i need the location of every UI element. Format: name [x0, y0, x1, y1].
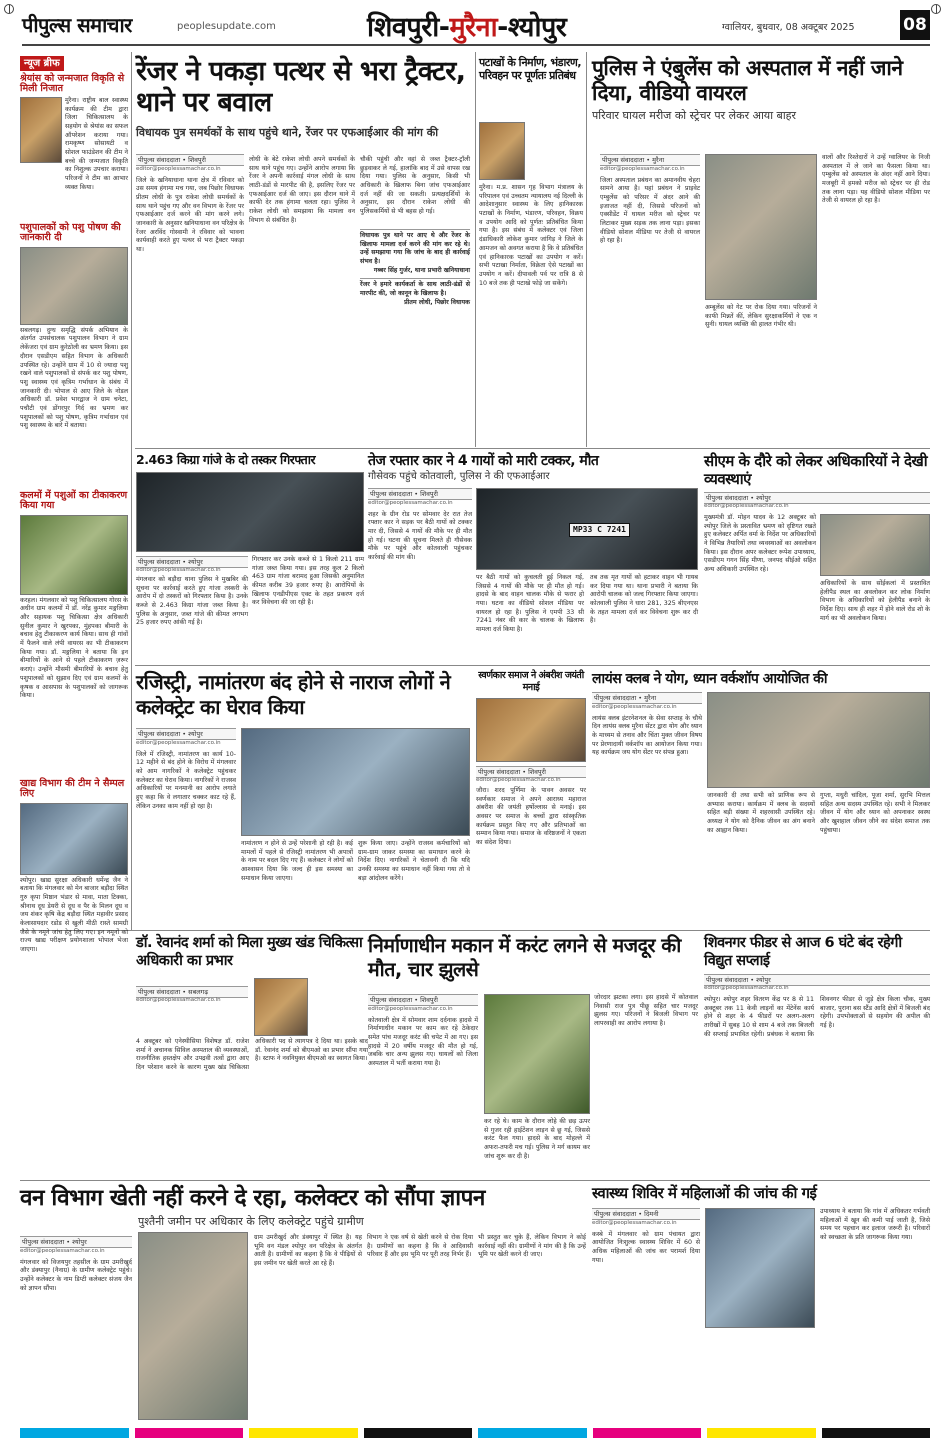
police-arrest-photo — [136, 472, 364, 552]
registration-mark-top-left — [4, 4, 14, 14]
reporter-email[interactable]: editor@peoplessamachar.co.in — [20, 1248, 105, 1255]
section-rule — [135, 665, 930, 666]
story-headline[interactable]: वन विभाग खेती नहीं करने दे रहा, कलेक्टर को सौंपा ज्ञापन — [20, 1185, 485, 1211]
story-body: तब तक मृत गायों को हटाकर वाहन भी गायब कर दिया गया था। थाना प्रभारी ने बताया कि आरोपी चालक को जल्द गिरफ्तार किया जाएगा। कोतवाली पुलिस ने धारा 281, 325 बीएनएस के तहत मामला दर्ज कर विवेचना शुरू कर दी है। — [590, 574, 698, 625]
color-swatch — [20, 1428, 129, 1438]
reporter-email[interactable]: editor@peoplessamachar.co.in — [136, 997, 221, 1003]
accident-site-photo — [484, 994, 590, 1114]
story-headline[interactable]: रेंजर ने पकड़ा पत्थर से भरा ट्रैक्टर, थाने पर बवाल — [136, 56, 466, 119]
brief-body: सबलगढ़। दुग्ध समृद्धि संपर्क अभियान के अंतर्गत उपसंचालक पशुपालन विभाग ने ग्राम लेकेंजरा एवं ग्राम कुरेठोली का भ्रमण किया। इस दौरान एसडीएम सहित विभाग के अधिकारी उपस्थित रहे। उन्होंने ग्राम में 10 से ज्यादा पशु रखने वाले पशुपालकों से संपर्क कर पशु पोषण, पशु स्वास्थ्य एवं कृत्रिम गर्भाधान के संबंध में जानकारी दी। भोपाल से आए जिले के नोडल अधिकारी डॉ. प्रवेश भारद्वाज ने ग्राम चनेटा, पचौटी एवं डोंगरपुर गिर्द का भ्रमण कर पशुपालकों को पशु पोषण, कृत्रिम गर्भाधान एवं पशु स्वास्थ्य के बारे में बताया। — [20, 326, 128, 430]
story-body: भी प्रस्तुत कर चुके हैं, लेकिन विभाग ने कोई कार्रवाई नहीं की। ग्रामीणों ने मांग की है कि उन्हें भूमि पर खेती करने दी जाए। — [478, 1234, 586, 1259]
news-brief-column — [20, 56, 128, 953]
story-body: जोरदार झटका लगा। इस हादसे में कोतवाल निवासी राज पुत्र पीछू सहित चार मजदूर झुलस गए। परिजनों ने बिजली विभाग पर लापरवाही का आरोप लगाया है। — [594, 994, 698, 1028]
story-headline[interactable]: स्वर्णकार समाज ने अंबरीश जयंती मनाई — [478, 670, 584, 694]
protest-crowd-photo — [241, 728, 470, 836]
villagers-memorandum-photo — [138, 1232, 248, 1420]
license-plate: MP33 C 7241 — [569, 523, 630, 537]
story-headline[interactable]: रजिस्ट्री, नामांतरण बंद होने से नाराज लोगों ने कलेक्ट्रेट का घेराव किया — [136, 670, 451, 719]
story-deck: पुश्तैनी जमीन पर अधिकार के लिए कलेक्ट्रेट पहुंचे ग्रामीण — [138, 1215, 364, 1229]
story-body: 4 अक्टूबर को एनेस्थीसिया विशेषज्ञ डॉ. राजेश शर्मा ने अचानक सिविल अस्पताल की व्यवस्थाओं, राजनीतिक हस्तक्षेप और उपद्रवी तत्वों द्वारा आए दिन परेशान करने के कारण मुख्य खंड चिकित्सा अधिकारी पद से त्यागपत्र दे दिया था। इसके बाद डॉ. रेवानंद शर्मा को बीएमओ का प्रभार सौंपा गया है। स्टाफ ने नवनियुक्त बीएमओ का स्वागत किया। — [136, 1038, 368, 1072]
story-current — [368, 934, 698, 1176]
story-body: उपाध्याय ने बताया कि गांव में अधिकतर गर्भवती महिलाओं में खून की कमी पाई जाती है, जिसे समय पर पहचान कर इलाज जरूरी है। परिवारों को स्वच्छता के प्रति जागरूक किया गया। — [820, 1208, 930, 1242]
color-swatch — [822, 1428, 931, 1438]
story-cm — [704, 452, 930, 662]
story-body: अधिकारियों के साथ सोंईकलां में प्रस्तावित हेलीपैड स्थल का अवलोकन कर लोक निर्माण विभाग के अधिकारियों को हेलीपैड बनाने के निर्देश दिए। साथ ही शहर में होने वाले रोड शो के मार्ग का भी अवलोकन किया। — [820, 580, 930, 622]
story-body: ग्राम उमरीखुर्द और डंक्यापुर में स्थित है। यह भूमि वन मंडल श्योपुर वन परिक्षेत्र के अंतर्गत आती है। ग्रामीणों का कहना है कि वे पीढ़ियों से इस जमीन पर खेती करते आ रहे हैं। — [254, 1234, 362, 1268]
reporter-email[interactable]: editor@peoplessamachar.co.in — [368, 1006, 453, 1013]
reporter-email[interactable]: editor@peoplessamachar.co.in — [136, 166, 221, 173]
byline: पीपुल्स संवाददाता • मुरैना — [600, 154, 700, 166]
story-body: मुरैना। म.प्र. शासन गृह विभाग मंत्रालय के परिपालन एवं उच्चतम न्यायालय नई दिल्ली के आदेशानुसार स्वास्थ्य के लिए हानिकारक पटाखों के निर्माण, भंडारण, परिवहन, विक्रय व उपयोग आदि को पूर्णतः प्रतिबंधित किया गया है। इस संबंध में कलेक्टर एवं जिला दंडाधिकारी लोकेश कुमार जांगिड़ ने जिले के आमजन को अवगत कराया है कि वे प्रतिबंधित एवं हानिकारक पटाखों का उपयोग न करें। सभी पटाखा निर्माता, विक्रेता ऐसे पटाखों का उपयोग न करें। दीपावली पर्व पर रात्रि 8 से 10 बजे तक ही पटाखे फोड़े जा सकेंगे। — [479, 184, 583, 287]
story-body: मंगलवार को बड़ौदा थाना पुलिस ने मुखबिर की सूचना पर कार्रवाई करते हुए गांजा तस्करी के आरोप में दो तस्करों को गिरफ्तार किया है। उनके कब्जे से 2.463 किग्रा गांजा जब्त किया है। पुलिस के अनुसार, जब्त गांजे की कीमत लगभग 25 हजार रुपए आंकी गई है। — [136, 576, 248, 627]
story-body: जौरा। शरद पूर्णिमा के पावन अवसर पर स्वर्णकार समाज ने अपने आराध्य महाराज अंबरीश की जयंती हर्षोल्लास से मनाई। इस अवसर पर समाज के बच्चों द्वारा सांस्कृतिक कार्यक्रम प्रस्तुत किए गए और प्रतिभाओं का सम्मान किया गया। समाज के वरिष्ठजनों ने एकता का संदेश दिया। — [476, 787, 586, 847]
reporter-email[interactable]: editor@peoplessamachar.co.in — [136, 567, 221, 573]
story-registry — [136, 670, 470, 926]
byline: पीपुल्स संवाददाता • सबलगढ़ — [136, 986, 248, 998]
reporter-email[interactable]: editor@peoplessamachar.co.in — [600, 166, 685, 173]
story-deck: गौसेवक पहुंचे कोतवाली, पुलिस ने की एफआईआर — [368, 471, 550, 483]
story-ganja — [136, 452, 364, 662]
story-body: कस्बे में मंगलवार को ग्राम पंचायत द्वारा आयोजित निःशुल्क स्वास्थ्य शिविर में 60 से अधिक महिलाओं की जांच कर परामर्श दिया गया। — [592, 1230, 700, 1264]
dateline: ग्वालियर, बुधवार, 08 अक्टूबर 2025 — [722, 22, 855, 33]
quote-attribution: प्रीतम लोधी, पिछोर विधायक — [404, 298, 470, 306]
reporter-email[interactable]: editor@peoplessamachar.co.in — [704, 503, 789, 509]
story-car — [368, 452, 698, 662]
story-body: विभाग ने एक वर्ष से खेती करने से रोक दिया है। ग्रामीणों का कहना है कि वे आदिवासी परिवार हैं और इस भूमि पर पूरी तरह निर्भर हैं। — [367, 1234, 473, 1259]
story-body: जिले में रजिस्ट्री, नामांतरण का कार्य 10-12 महीने से बंद होने के विरोध में मंगलवार को आम नागरिकों ने कलेक्ट्रेट पहुंचकर कलेक्टर का घेराव किया। नागरिकों ने राजस्व अधिकारियों पर मनमानी का आरोप लगाते हुए कहा कि वे लगातार चक्कर काट रहे हैं, लेकिन उनका काम नहीं हो रहा है। — [136, 750, 236, 810]
officials-photo — [820, 514, 930, 576]
reporter-email[interactable]: editor@peoplessamachar.co.in — [136, 740, 221, 747]
story-body: मंगलवार को विजयपुर तहसील के ग्राम उमरीखुर्द और डंक्यापुर (नैनाग्र) के ग्रामीण कलेक्ट्रेट पहुंचे। उन्होंने कलेक्टर के नाम डिप्टी कलेक्टर संजय जैन को ज्ञापन सौंपा। — [20, 1258, 132, 1292]
story-body: जिले के खनियाधाना थाना क्षेत्र में रविवार को उस समय हंगामा मच गया, जब पिछोर विधायक प्रीतम लोधी के पुत्र राकेश लोधी समर्थकों के साथ थाने पहुंच गए और वन विभाग के रेंजर पर एफआईआर दर्ज करने की मांग करने लगे। जानकारी के अनुसार खनियाधाना वन परिक्षेत्र के रेंजर अरविंद गोस्वामी ने रविवार को भावना कार्यवाही करते हुए पत्थर से भरा ट्रैक्टर पकड़ा था। — [136, 176, 244, 254]
story-ranger — [136, 56, 470, 444]
story-body: श्योपुर। श्योपुर शहर वितरण केंद्र पर 8 से 11 अक्टूबर तक 11 केवी लाइनों का मेंटेनेंस कार्य होने से शहर के 4 फीडरों पर अलग-अलग तारीखों में सुबह 10 से शाम 4 बजे तक बिजली की सप्लाई प्रभावित रहेगी। प्रबंधक ने बताया कि शिवनगर फीडर से जुड़े क्षेत्र किला चौक, मुख्य बाजार, पुराना बस स्टैंड आदि क्षेत्रों में बिजली बंद रहेगी। उपभोक्ताओं से सहयोग की अपील की गई है। — [704, 996, 930, 1038]
story-body: कोतवाली क्षेत्र में सोमवार शाम दर्दनाक हादसे में निर्माणाधीन मकान पर काम कर रहे ठेकेदार समेत पांच मजदूर करंट की चपेट में आ गए। इस हादसे में 20 वर्षीय मजदूर की मौत हो गई, जबकि चार अन्य झुलस गए। घायलों को जिला अस्पताल में भर्ती कराया गया है। — [368, 1016, 478, 1068]
byline: पीपुल्स संवाददाता • शिवपुरी — [136, 154, 244, 166]
story-firecrackers — [479, 56, 583, 444]
reporter-email[interactable]: editor@peoplessamachar.co.in — [592, 1220, 677, 1227]
reporter-email[interactable]: editor@peoplessamachar.co.in — [368, 500, 453, 507]
story-deck: विधायक पुत्र समर्थकों के साथ पहुंचे थाने, रेंजर पर एफआईआर की मांग की — [136, 126, 439, 139]
color-swatch — [249, 1428, 358, 1438]
story-body: अम्बूलेंस को गेट पर रोक दिया गया। परिजनों ने काफी मिन्नतें कीं, लेकिन सुरक्षाकर्मियों ने एक न सुनी। घायल व्यक्ति की हालत गंभीर थी। — [705, 304, 817, 329]
byline: पीपुल्स संवाददाता • श्योपुर — [704, 492, 930, 504]
stretcher-photo — [705, 154, 817, 300]
quote-attribution: गब्बर सिंह गुर्जर, थाना प्रभारी खनियाधाना — [373, 266, 470, 274]
story-body: पर बैठी गायों को कुचलती हुई निकल गई, जिससे 4 गायों की मौके पर ही मौत हो गई। हादसे के बाद वाहन चालक मौके से फरार हो गया। घटना का वीडियो सोशल मीडिया पर वायरल हो रहा है। पुलिस ने एमपी 33 सी 7241 नंबर की कार के चालक के खिलाफ मामला दर्ज किया है। — [476, 574, 584, 634]
livestock-photo — [20, 247, 128, 325]
story-body: लायंस क्लब इंटरनेशनल के सेवा सप्ताह के चौथे दिन लायंस क्लब मुरैना सेंटर द्वारा योग और ध्यान के माध्यम से तनाव और चिंता मुक्त जीवन विषय पर प्रेरणादायी वर्कशॉप का आयोजन किया गया। यह कार्यक्रम जय योग सेंटर पर संपन्न हुआ। — [592, 714, 702, 757]
story-body: नामांतरण न होने से उन्हें परेशानी हो रही है। कई मामलों में पहले से रजिस्ट्री नामांतरण भी अपात्रों के नाम पर बदल दिए गए हैं। कलेक्टर ने लोगों को आश्वासन दिया कि जल्द ही इस समस्या का समाधान किया जाएगा। — [241, 840, 353, 882]
story-body: मुख्यमंत्री डॉ. मोहन यादव के 12 अक्टूबर को श्योपुर जिले के प्रस्तावित भ्रमण को दृष्टिगत रखते हुए कलेक्टर अर्पित वर्मा के निर्देश पर अधिकारियों ने विभिन्न तैयारियों तथा व्यवस्थाओं का अवलोकन किया। इस दौरान अपर कलेक्टर रूपेश उपाध्याय, एसडीएम गगन सिंह मीणा, जनपद सीईओ सहित अन्य अधिकारी उपस्थित रहे। — [704, 514, 816, 574]
story-headline[interactable]: पटाखों के निर्माण, भंडारण, परिवहन पर पूर्णतः प्रतिबंध — [479, 56, 582, 83]
masthead — [22, 10, 930, 46]
car-photo — [476, 488, 698, 570]
byline: पीपुल्स संवाददाता • दिमनी — [592, 1208, 700, 1220]
story-body: कर रहे थे। काम के दौरान लोहे की छड़ ऊपर से गुजर रही हाईटेंशन लाइन से छू गई, जिससे करंट फैल गया। हादसे के बाद मोहल्ले में अफरा-तफरी मच गई। पुलिस ने मर्ग कायम कर जांच शुरू कर दी है। — [484, 1118, 590, 1160]
brief-body: मुरैना। राष्ट्रीय बाल स्वास्थ्य कार्यक्रम की टीम द्वारा जिला चिकित्सालय के सहयोग से श्रेयांस का सफल ऑपरेशन कराया गया। रामकृष्ण सोसायटी व सोशल फाउंडेशन की टीम ने बच्चे की जन्मजात विकृति का निशुल्क उपचार कराया। परिजनों ने टीम का आभार व्यक्त किया। — [65, 96, 128, 191]
story-lions — [592, 670, 930, 926]
ceremony-photo — [476, 698, 586, 762]
brief-body: श्योपुर। खाद्य सुरक्षा अधिकारी धर्मेन्द्र जैन ने बताया कि मंगलवार को मेन बाजार बड़ौदा स्थित गुरु कृपा मिष्ठान भंडार से मावा, माता टिक्का, श्रीनाथ दूध डेयरी से दूध व पैर के मिलन दूध व जय शंकर कृषि केंद्र बड़ौदा स्थित महावीर प्रसाद केलासायदार रडोड से खुली मीठी रास्ते सामग्री जैसे के नमूने जांच हेतु लिए गए। इन नमूनों को राज्य खाद्य परीक्षण प्रयोगशाला भोपाल भेजा जाएगा। — [20, 876, 128, 953]
color-swatch — [478, 1428, 587, 1438]
food-sampling-photo — [20, 803, 128, 875]
brief-body: करहल। मंगलवार को पशु चिकित्सालय गोरस के अधीन ग्राम कलमों में डॉ. नरेंद्र कुमार मङ्गलिया और सहायक पशु चिकित्सा क्षेत्र अधिकारी सुनील कुमार ने खुरपका, मुंहपका बीमारी के बचाव हेतु टीकाकरण कार्य किया। साथ ही गांवों में फैलने वाले लंपी वायरस का भी टीकाकरण किया गया। डॉ. मङ्गलिया ने बताया कि इन बीमारियों के आने से पहले टीकाकरण ज़रूर कराएं। उन्होंने मौसमी बीमारियों के बचाव हेतु पशुपालकों को सुझाव दिए एवं ग्राम कलमों के कृषक व आसपास के पशुपालकों को जागरूक किया। — [20, 596, 128, 700]
story-body: जानकारी दी तथा सभी को प्राणिक रूप से अभ्यास कराया। कार्यक्रम में क्लब के सदस्यों सहित बड़ी संख्या में शहरवासी उपस्थित रहे। अध्यक्ष ने योग को दैनिक जीवन का अंग बनाने का आह्वान किया। — [707, 792, 815, 834]
column-rule — [586, 52, 587, 447]
brief-headline[interactable]: खाद्य विभाग की टीम ने सैम्पल लिए — [20, 777, 125, 800]
story-headline[interactable]: डॉ. रेवानंद शर्मा को मिला मुख्य खंड चिकित्सा अधिकारी का प्रभार — [136, 935, 363, 970]
color-swatch — [135, 1428, 244, 1438]
byline: पीपुल्स संवाददाता • शिवपुरी — [476, 766, 586, 778]
edition-title: शिवपुरी-मुरैना-श्योपुर — [367, 12, 567, 43]
story-headline[interactable]: तेज रफ्तार कार ने 4 गायों को मारी टक्कर, मौत — [368, 453, 599, 469]
reporter-email[interactable]: editor@peoplessamachar.co.in — [592, 704, 677, 711]
story-body: लोधी के बेटे राकेश लोधी अपने समर्थकों के साथ थाने पहुंच गए। उन्होंने आरोप लगाया कि रेंजर ने अपनी कार्रवाई मंगल लोधी के साथ लाठी-डंडों से मारपीट की है, इसलिए रेंजर पर एफआईआर दर्ज की जाए। इस दौरान थाने में काफी देर तक हंगामा चलता रहा। पुलिस ने राकेश लोधी को समझाया कि मामला वन विभाग से संबंधित है। — [249, 156, 355, 224]
color-swatch — [593, 1428, 702, 1438]
story-headline[interactable]: सीएम के दौरे को लेकर अधिकारियों ने देखी व्यवस्थाएं — [704, 452, 928, 488]
reporter-email[interactable]: editor@peoplessamachar.co.in — [704, 985, 789, 991]
story-swarnkar — [476, 670, 586, 926]
brief-headline[interactable]: श्रेयांस को जन्मजात विकृति से मिली निजात — [20, 73, 125, 95]
reporter-email[interactable]: editor@peoplessamachar.co.in — [476, 777, 561, 783]
story-body: गुप्ता, मधुरी चांदिल, पूजा शर्मा, सुरभि मित्तल सहित अन्य सदस्य उपस्थित रहे। सभी ने मिलकर जीवन में योग और ध्यान को अपनाकर स्वस्थ और खुशहाल जीवन जीने का संदेश समाज तक पहुंचाया। — [820, 792, 930, 834]
health-camp-photo — [705, 1208, 815, 1328]
story-headline[interactable]: शिवनगर फीडर से आज 6 घंटे बंद रहेगी विद्युत सप्लाई — [704, 935, 902, 970]
byline: पीपुल्स संवाददाता • मुरैना — [592, 692, 702, 704]
child-photo — [20, 97, 62, 163]
color-swatch — [707, 1428, 816, 1438]
byline: पीपुल्स संवाददाता • श्योपुर — [704, 974, 930, 986]
pull-quote: विधायक पुत्र थाने पर आए थे और रेंजर के खिलाफ मामला दर्ज करने की मांग कर रहे थे। उन्हें समझाया गया कि जांच के बाद ही कार्रवाई संभव है। — [360, 229, 470, 267]
story-body: गिरफ्तार कर उनके कब्जे से 1 किलो 211 ग्राम गांजा जब्त किया गया। इस तरह कुल 2 किलो 463 ग्राम गांजा बरामद हुआ जिसकी अनुमानित कीमत करीब 39 हजार रुपए है। आरोपियों के खिलाफ एनडीपीएस एक्ट के तहत प्रकरण दर्ज कर विवेचना की जा रही है। — [252, 556, 364, 607]
website-link[interactable]: peoplesupdate.com — [177, 21, 276, 32]
story-headline[interactable]: पुलिस ने एंबुलेंस को अस्पताल में नहीं जाने दिया, वीडियो वायरल — [592, 56, 903, 106]
column-rule — [131, 52, 132, 930]
story-body: वालों और रिश्तेदारों ने उन्हें ग्वालियर के निजी अस्पताल में ले जाने का फैसला किया था। एम्बुलेंस को अस्पताल के अंदर नहीं आने दिया। मजबूरी में हमको मरीज को स्ट्रेचर पर ही रोड तक लाना पड़ा। यह वीडियो सोशल मीडिया पर तेजी से वायरल हो रहा है। — [822, 154, 930, 205]
byline: पीपुल्स संवाददाता • शिवपुरी — [368, 488, 472, 500]
brief-headline[interactable]: कलमों में पशुओं का टीकाकरण किया गया — [20, 489, 128, 512]
vaccination-photo — [20, 515, 128, 595]
byline: पीपुल्स संवाददाता • श्योपुर — [20, 1236, 132, 1248]
story-forest — [20, 1184, 586, 1422]
doctor-portrait — [254, 978, 308, 1036]
news-brief-label: न्यूज ब्रीफ — [20, 56, 64, 71]
section-rule — [20, 1180, 930, 1181]
yoga-workshop-photo — [707, 692, 930, 788]
story-body: शहर के ग्रीन रोड पर सोमवार देर रात तेज रफ्तार कार ने सड़क पर बैठी गायों को टक्कर मार दी, जिससे 4 गायों की मौके पर ही मौत हो गई। घटना की सूचना मिलते ही गौसेवक मौके पर पहुंचे और कोतवाली पहुंचकर कार्रवाई की मांग की। — [368, 510, 472, 562]
byline: पीपुल्स संवाददाता • श्योपुर — [136, 728, 236, 740]
story-headline[interactable]: स्वास्थ्य शिविर में महिलाओं की जांच की गई — [592, 1184, 817, 1202]
story-body: शुरू किया जाए। उन्होंने राजस्व कर्मचारियों को ग्राम-ग्राम जाकर समस्या का समाधान करने के निर्देश दिए। नागरिकों ने चेतावनी दी कि यदि उनकी समस्या का समाधान नहीं किया गया तो वे बड़ा आंदोलन करेंगे। — [358, 840, 470, 882]
registration-mark-top-right — [931, 4, 941, 14]
brief-headline[interactable]: पशुपालकों को पशु पोषण की जानकारी दी — [20, 221, 121, 244]
pull-quote: रेंजर ने हमारे कार्यकर्ता के साथ लाठी-डंडों से मारपीट की, जो कानून के खिलाफ है। — [360, 278, 470, 298]
byline: पीपुल्स संवाददाता • श्योपुर — [136, 556, 248, 568]
story-headline[interactable]: 2.463 किग्रा गांजे के दो तस्कर गिरफ्तार — [136, 452, 316, 467]
story-body: चौकी पहुंची और वहां से जब्त ट्रैक्टर-ट्रॉली छुड़वाकर ले गई, हालांकि बाद में उसे वापस रख दिया गया। पुलिस के अनुसार, किसी भी अधिकारी के खिलाफ बिना जांच एफआईआर दर्ज नहीं की जा सकती। प्रत्यक्षदर्शियों के अनुसार, इस दौरान राकेश लोधी की पुलिसकर्मियों से भी बहस हो गई। — [360, 156, 470, 216]
column-rule — [475, 52, 476, 447]
story-ambulance — [592, 56, 930, 444]
page-number: 08 — [900, 10, 930, 40]
brand-logo[interactable]: पीपुल्स समाचार — [22, 13, 132, 37]
byline: पीपुल्स संवाददाता • शिवपुरी — [368, 994, 478, 1006]
color-swatch — [364, 1428, 473, 1438]
story-doctor — [136, 934, 368, 1176]
story-headline[interactable]: निर्माणाधीन मकान में करंट लगने से मजदूर की मौत, चार झुलसे — [368, 934, 681, 982]
story-health — [592, 1184, 930, 1422]
story-deck: परिवार घायल मरीज को स्ट्रेचर पर लेकर आया बाहर — [592, 109, 797, 123]
story-headline[interactable]: लायंस क्लब ने योग, ध्यान वर्कशॉप आयोजित की — [592, 671, 827, 687]
firecrackers-photo — [479, 122, 525, 180]
story-power — [704, 934, 930, 1176]
section-rule — [135, 448, 930, 449]
color-bar — [20, 1428, 930, 1438]
story-body: जिला अस्पताल प्रबंधन का अमानवीय चेहरा सामने आया है। यहां प्रबंधन ने प्राइवेट एम्बुलेंस को परिसर में अंदर आने की इजाजत नहीं दी, जिससे परिजनों को एक्सीडेंट में घायल मरीज को स्ट्रेचर पर लिटाकर मुख्य सड़क तक लाना पड़ा। इसका वीडियो सोशल मीडिया पर तेजी से वायरल हो रहा है। — [600, 176, 700, 245]
